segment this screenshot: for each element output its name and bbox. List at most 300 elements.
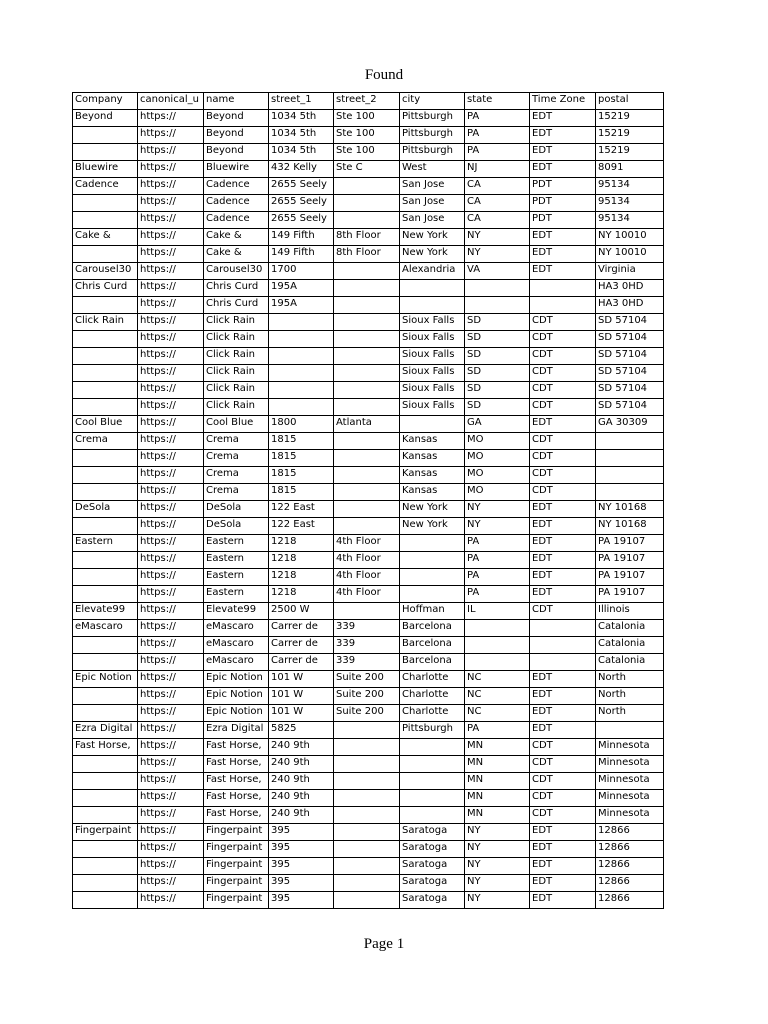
cell-text (402, 535, 464, 551)
table-row (73, 807, 664, 824)
cell-name (204, 858, 269, 875)
cell-name (204, 518, 269, 535)
cell-canonical-url (138, 399, 204, 416)
cell-text: 95134 (598, 213, 630, 224)
cell-text: Catalonia (598, 655, 646, 666)
cell-time-zone (530, 722, 596, 739)
cell-text (336, 263, 399, 279)
cell-text: EDT (532, 859, 553, 870)
cell-company (73, 858, 138, 875)
cell-street-1 (269, 569, 334, 586)
table-row (73, 484, 664, 501)
cell-text: EDT (532, 842, 553, 853)
cell-text (598, 450, 663, 466)
cell-street-2 (334, 331, 400, 348)
cell-text (336, 858, 399, 874)
cell-text: NC (467, 689, 482, 700)
cell-canonical-url (138, 212, 204, 229)
cell-text: SD (467, 366, 482, 377)
cell-text: 4th Floor (336, 536, 381, 547)
cell-text: PA (467, 128, 480, 139)
table-row (73, 654, 664, 671)
cell-street-1 (269, 518, 334, 535)
cell-text: Elevate99 (75, 604, 126, 615)
cell-canonical-url (138, 178, 204, 195)
cell-text: https:// (140, 774, 176, 785)
cell-time-zone (530, 161, 596, 178)
cell-city (400, 161, 465, 178)
cell-name (204, 688, 269, 705)
cell-text: Beyond (206, 145, 244, 156)
cell-text: MN (467, 791, 484, 802)
cell-text: 240 9th (271, 808, 310, 819)
cell-text (402, 739, 464, 755)
cell-city (400, 433, 465, 450)
cell-time-zone (530, 450, 596, 467)
cell-city (400, 416, 465, 433)
cell-postal (596, 416, 664, 433)
cell-text (75, 382, 137, 398)
cell-text: https:// (140, 859, 176, 870)
cell-postal (596, 110, 664, 127)
cell-state (465, 127, 530, 144)
cell-text: Chris Curd (206, 298, 259, 309)
cell-text: https:// (140, 842, 176, 853)
cell-time-zone (530, 620, 596, 637)
cell-text: Minnesota (598, 808, 650, 819)
cell-postal (596, 518, 664, 535)
cell-name (204, 348, 269, 365)
cell-text: 1218 (271, 570, 297, 581)
cell-text: https:// (140, 689, 176, 700)
table-row (73, 586, 664, 603)
cell-text: CDT (532, 366, 553, 377)
cell-text: 395 (271, 859, 291, 870)
cell-company (73, 263, 138, 280)
cell-text (336, 603, 399, 619)
cell-company (73, 535, 138, 552)
cell-city (400, 722, 465, 739)
cell-text: Crema (206, 451, 239, 462)
cell-text: https:// (140, 196, 176, 207)
cell-text: 15219 (598, 111, 630, 122)
cell-text: Kansas (402, 451, 438, 462)
cell-company (73, 280, 138, 297)
cell-text: EDT (532, 689, 553, 700)
cell-company (73, 773, 138, 790)
cell-name (204, 552, 269, 569)
cell-company (73, 161, 138, 178)
cell-text: 122 East (271, 502, 315, 513)
cell-text: Catalonia (598, 638, 646, 649)
cell-text: Epic Notion (206, 706, 263, 717)
cell-postal (596, 790, 664, 807)
cell-city (400, 824, 465, 841)
cell-text (336, 892, 399, 908)
cell-time-zone (530, 688, 596, 705)
cell-text: Charlotte (402, 706, 449, 717)
cell-text: MO (467, 485, 484, 496)
cell-text: Chris Curd (206, 281, 259, 292)
cell-text: CA (467, 179, 481, 190)
cell-canonical-url (138, 569, 204, 586)
cell-text: Click Rain (206, 383, 255, 394)
table-row (73, 365, 664, 382)
cell-text (75, 331, 137, 347)
cell-company (73, 382, 138, 399)
cell-city (400, 331, 465, 348)
cell-street-1 (269, 484, 334, 501)
cell-text: Ste 100 (336, 145, 375, 156)
cell-text: Charlotte (402, 672, 449, 683)
cell-street-2 (334, 841, 400, 858)
cell-text: Pittsburgh (402, 128, 453, 139)
cell-name (204, 399, 269, 416)
cell-text: Catalonia (598, 621, 646, 632)
cell-text: https:// (140, 672, 176, 683)
cell-text: Pittsburgh (402, 145, 453, 156)
cell-name (204, 246, 269, 263)
cell-street-2 (334, 875, 400, 892)
cell-street-2 (334, 161, 400, 178)
cell-text: Saratoga (402, 876, 448, 887)
cell-name (204, 603, 269, 620)
cell-street-1 (269, 688, 334, 705)
cell-street-2 (334, 433, 400, 450)
cell-text (402, 297, 464, 313)
column-header-company: Company (73, 93, 138, 110)
cell-text: San Jose (402, 213, 445, 224)
cell-text: https:// (140, 162, 176, 173)
cell-postal (596, 501, 664, 518)
cell-street-2 (334, 280, 400, 297)
cell-state (465, 705, 530, 722)
cell-street-1 (269, 178, 334, 195)
cell-canonical-url (138, 807, 204, 824)
cell-time-zone (530, 331, 596, 348)
cell-text: SD 57104 (598, 315, 648, 326)
cell-canonical-url (138, 110, 204, 127)
cell-text (402, 790, 464, 806)
cell-text: Saratoga (402, 825, 448, 836)
cell-city (400, 756, 465, 773)
cell-time-zone (530, 212, 596, 229)
cell-state (465, 382, 530, 399)
cell-state (465, 144, 530, 161)
cell-postal (596, 195, 664, 212)
cell-time-zone (530, 348, 596, 365)
cell-postal (596, 263, 664, 280)
cell-time-zone (530, 178, 596, 195)
cell-time-zone (530, 654, 596, 671)
cell-text: PA (467, 145, 480, 156)
cell-postal (596, 552, 664, 569)
cell-text: EDT (532, 536, 553, 547)
cell-text: Sioux Falls (402, 383, 455, 394)
cell-text: Carrer de (271, 655, 318, 666)
cell-street-2 (334, 365, 400, 382)
cell-text: Suite 200 (336, 672, 384, 683)
table-row (73, 756, 664, 773)
cell-city (400, 297, 465, 314)
column-header-time-zone: Time Zone (530, 93, 596, 110)
cell-name (204, 331, 269, 348)
cell-canonical-url (138, 688, 204, 705)
cell-text: 149 Fifth (271, 230, 315, 241)
cell-text: https:// (140, 111, 176, 122)
cell-name (204, 297, 269, 314)
cell-text: Eastern (206, 536, 245, 547)
cell-city (400, 263, 465, 280)
cell-text: NY 10168 (598, 502, 647, 513)
cell-company (73, 586, 138, 603)
cell-street-2 (334, 671, 400, 688)
cell-city (400, 603, 465, 620)
cell-text: https:// (140, 434, 176, 445)
data-table (72, 92, 664, 909)
cell-state (465, 654, 530, 671)
cell-text: PDT (532, 213, 552, 224)
cell-text: MN (467, 757, 484, 768)
cell-city (400, 841, 465, 858)
cell-text: Carousel30 (75, 264, 132, 275)
cell-name (204, 756, 269, 773)
cell-text: EDT (532, 706, 553, 717)
cell-text: Crema (206, 434, 239, 445)
cell-time-zone (530, 756, 596, 773)
cell-text: Kansas (402, 485, 438, 496)
cell-text: Cadence (206, 213, 250, 224)
cell-street-2 (334, 127, 400, 144)
cell-street-1 (269, 246, 334, 263)
cell-postal (596, 739, 664, 756)
cell-state (465, 501, 530, 518)
cell-city (400, 569, 465, 586)
cell-text (336, 484, 399, 500)
cell-text (75, 790, 137, 806)
cell-street-1 (269, 433, 334, 450)
cell-state (465, 824, 530, 841)
cell-text (336, 178, 399, 194)
cell-state (465, 535, 530, 552)
cell-text: GA 30309 (598, 417, 648, 428)
cell-text: Minnesota (598, 791, 650, 802)
cell-name (204, 365, 269, 382)
cell-name (204, 705, 269, 722)
cell-text: 339 (336, 638, 356, 649)
table-row (73, 246, 664, 263)
cell-name (204, 433, 269, 450)
cell-company (73, 637, 138, 654)
cell-name (204, 212, 269, 229)
cell-street-1 (269, 212, 334, 229)
cell-canonical-url (138, 484, 204, 501)
cell-text: 195A (271, 281, 297, 292)
cell-text: https:// (140, 128, 176, 139)
cell-postal (596, 892, 664, 909)
cell-text (75, 484, 137, 500)
cell-text: EDT (532, 723, 553, 734)
cell-text: NY (467, 519, 481, 530)
cell-text: https:// (140, 281, 176, 292)
cell-text: NJ (467, 162, 478, 173)
cell-state (465, 790, 530, 807)
cell-text (402, 807, 464, 823)
cell-text: Barcelona (402, 638, 452, 649)
cell-text: Illinois (598, 604, 630, 615)
cell-canonical-url (138, 416, 204, 433)
table-row (73, 382, 664, 399)
cell-postal (596, 297, 664, 314)
cell-text: SD (467, 315, 482, 326)
cell-canonical-url (138, 552, 204, 569)
cell-company (73, 688, 138, 705)
cell-text (336, 433, 399, 449)
cell-state (465, 263, 530, 280)
cell-postal (596, 603, 664, 620)
cell-text: North (598, 706, 626, 717)
cell-text: CDT (532, 604, 553, 615)
cell-text (402, 756, 464, 772)
cell-company (73, 416, 138, 433)
cell-text: CDT (532, 434, 553, 445)
cell-canonical-url (138, 824, 204, 841)
cell-text: 5825 (271, 723, 297, 734)
table-row (73, 467, 664, 484)
cell-name (204, 280, 269, 297)
cell-text: EDT (532, 111, 553, 122)
cell-city (400, 229, 465, 246)
cell-city (400, 535, 465, 552)
table-row (73, 178, 664, 195)
cell-text: NY (467, 247, 481, 258)
cell-canonical-url (138, 331, 204, 348)
cell-text (75, 348, 137, 364)
cell-postal (596, 433, 664, 450)
cell-text: PA (467, 553, 480, 564)
cell-text: Click Rain (206, 315, 255, 326)
cell-text (75, 399, 137, 415)
cell-text: Sioux Falls (402, 349, 455, 360)
cell-text: Eastern (75, 536, 114, 547)
cell-street-2 (334, 586, 400, 603)
cell-street-1 (269, 586, 334, 603)
cell-city (400, 858, 465, 875)
cell-postal (596, 620, 664, 637)
cell-text (75, 212, 137, 228)
cell-text: Epic Notion (75, 672, 132, 683)
cell-text: Alexandria (402, 264, 456, 275)
cell-text: Minnesota (598, 757, 650, 768)
cell-postal (596, 824, 664, 841)
cell-company (73, 739, 138, 756)
cell-time-zone (530, 314, 596, 331)
cell-time-zone (530, 535, 596, 552)
cell-text (336, 314, 399, 330)
cell-text: CDT (532, 468, 553, 479)
cell-time-zone (530, 603, 596, 620)
cell-street-1 (269, 399, 334, 416)
cell-text: EDT (532, 519, 553, 530)
cell-city (400, 637, 465, 654)
cell-city (400, 348, 465, 365)
cell-time-zone (530, 416, 596, 433)
cell-canonical-url (138, 348, 204, 365)
cell-text: https:// (140, 247, 176, 258)
table-row (73, 841, 664, 858)
cell-text: PA (467, 536, 480, 547)
cell-city (400, 399, 465, 416)
cell-street-1 (269, 790, 334, 807)
cell-text: Suite 200 (336, 706, 384, 717)
cell-text: PA (467, 587, 480, 598)
cell-text: 1815 (271, 485, 297, 496)
cell-canonical-url (138, 841, 204, 858)
cell-street-1 (269, 110, 334, 127)
cell-company (73, 331, 138, 348)
cell-text: 395 (271, 876, 291, 887)
cell-text (336, 280, 399, 296)
cell-street-1 (269, 875, 334, 892)
cell-text: https:// (140, 723, 176, 734)
cell-text: 339 (336, 655, 356, 666)
cell-postal (596, 331, 664, 348)
cell-text: 395 (271, 825, 291, 836)
cell-street-1 (269, 229, 334, 246)
table-row (73, 722, 664, 739)
cell-company (73, 552, 138, 569)
cell-text: EDT (532, 264, 553, 275)
cell-text (336, 773, 399, 789)
cell-street-2 (334, 110, 400, 127)
cell-text (598, 484, 663, 500)
cell-state (465, 331, 530, 348)
cell-text (598, 722, 663, 738)
cell-text: https:// (140, 757, 176, 768)
cell-state (465, 348, 530, 365)
cell-time-zone (530, 892, 596, 909)
cell-text: 8th Floor (336, 247, 381, 258)
cell-street-2 (334, 178, 400, 195)
table-row (73, 790, 664, 807)
cell-time-zone (530, 501, 596, 518)
cell-state (465, 671, 530, 688)
cell-text (271, 314, 333, 330)
cell-street-2 (334, 858, 400, 875)
table-row (73, 229, 664, 246)
cell-postal (596, 178, 664, 195)
cell-text: Fast Horse, (206, 808, 262, 819)
cell-state (465, 807, 530, 824)
cell-text (75, 858, 137, 874)
cell-text: Bluewire (75, 162, 119, 173)
table-row (73, 688, 664, 705)
cell-time-zone (530, 110, 596, 127)
cell-company (73, 756, 138, 773)
cell-text (75, 144, 137, 160)
cell-text (75, 365, 137, 381)
cell-postal (596, 654, 664, 671)
cell-company (73, 467, 138, 484)
cell-postal (596, 212, 664, 229)
cell-text (75, 195, 137, 211)
cell-text (532, 280, 595, 296)
cell-street-2 (334, 501, 400, 518)
cell-state (465, 841, 530, 858)
cell-text: SD 57104 (598, 332, 648, 343)
table-row (73, 331, 664, 348)
cell-text: Click Rain (206, 400, 255, 411)
